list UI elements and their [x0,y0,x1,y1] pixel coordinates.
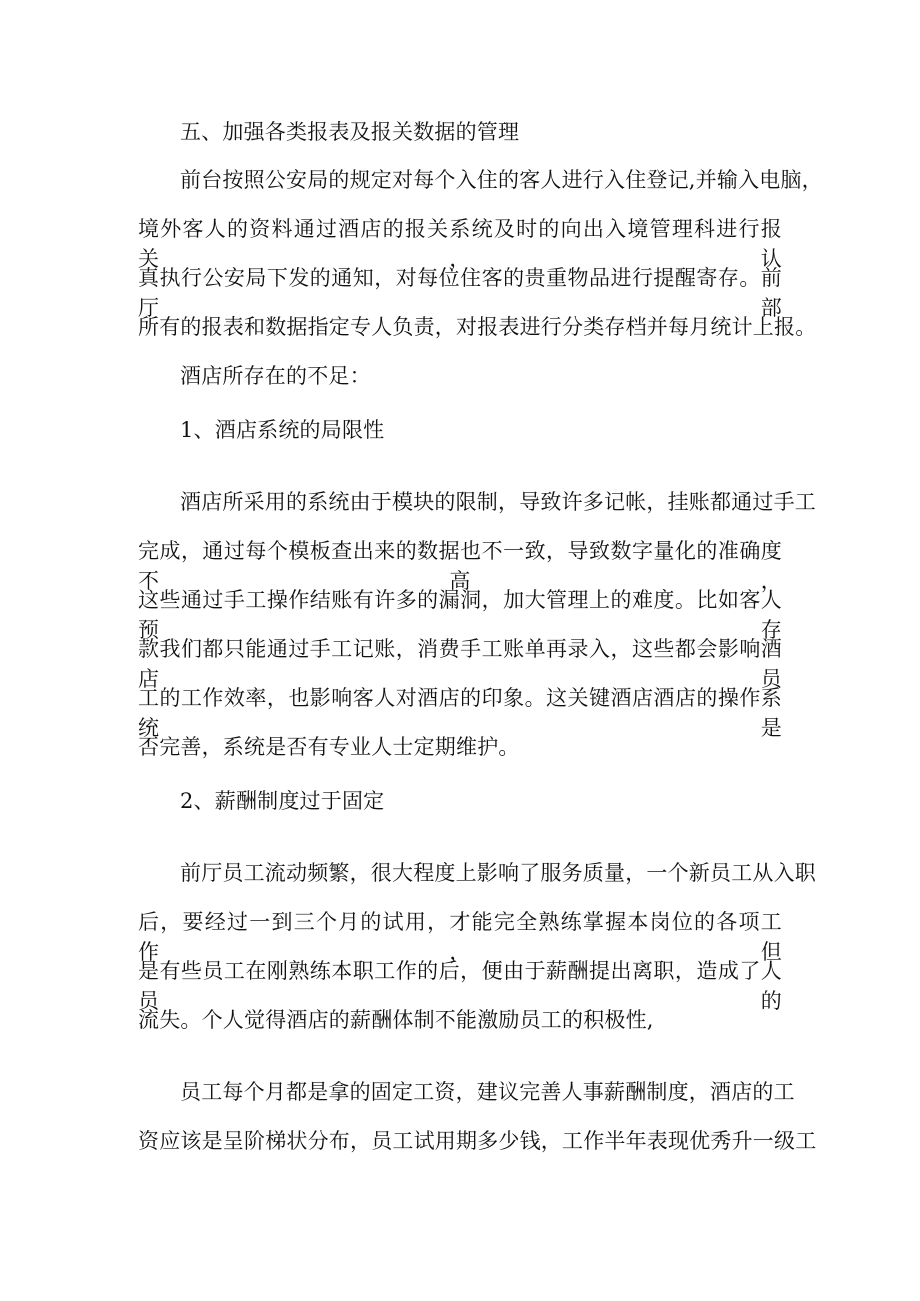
paragraph-line: 工的工作效率，也影响客人对酒店的印象。这关键酒店酒店的操作系统是 [138,686,782,740]
paragraph-line: 前厅员工流动频繁，很大程度上影响了服务质量，一个新员工从入职 [180,861,816,885]
item-heading: 1、酒店系统的局限性 [180,418,385,442]
paragraph-line: 是有些员工在刚熟练本职工作的后，便由于薪酬提出离职，造成了人员的 [138,959,782,1013]
paragraph-line: 款我们都只能通过手工记账，消费手工账单再录入，这些都会影响酒店员 [138,637,782,691]
paragraph-line: 这些通过手工操作结账有许多的漏洞，加大管理上的难度。比如客人预存 [138,588,782,642]
shortcomings-intro: 酒店所存在的不足： [180,364,371,388]
paragraph-line: 前台按照公安局的规定对每个入住的客人进行入住登记,并输入电脑， [180,168,823,192]
paragraph-line: 后，要经过一到三个月的试用，才能完全熟练掌握本岗位的各项工作，但 [138,910,782,964]
section-heading: 五、加强各类报表及报关数据的管理 [180,120,520,144]
paragraph-line: 员工每个月都是拿的固定工资，建议完善人事薪酬制度，酒店的工 [180,1080,795,1104]
paragraph-line: 否完善，系统是否有专业人士定期维护。 [138,735,520,759]
paragraph-line: 完成，通过每个模板查出来的数据也不一致，导致数字量化的准确度不高， [138,539,782,593]
paragraph-line: 真执行公安局下发的通知，对每位住客的贵重物品进行提醒寄存。前厅部 [138,266,782,320]
paragraph-line: 所有的报表和数据指定专人负责，对报表进行分类存档并每月统计上报。 [138,315,817,339]
item-heading: 2、薪酬制度过于固定 [180,789,385,813]
paragraph-line: 资应该是呈阶梯状分布，员工试用期多少钱，工作半年表现优秀升一级工 [138,1129,817,1153]
paragraph-line: 酒店所采用的系统由于模块的限制，导致许多记帐，挂账都通过手工 [180,490,816,514]
paragraph-line: 流失。个人觉得酒店的薪酬体制不能激励员工的积极性, [138,1008,654,1032]
paragraph-line: 境外客人的资料通过酒店的报关系统及时的向出入境管理科进行报关，认 [138,217,782,271]
